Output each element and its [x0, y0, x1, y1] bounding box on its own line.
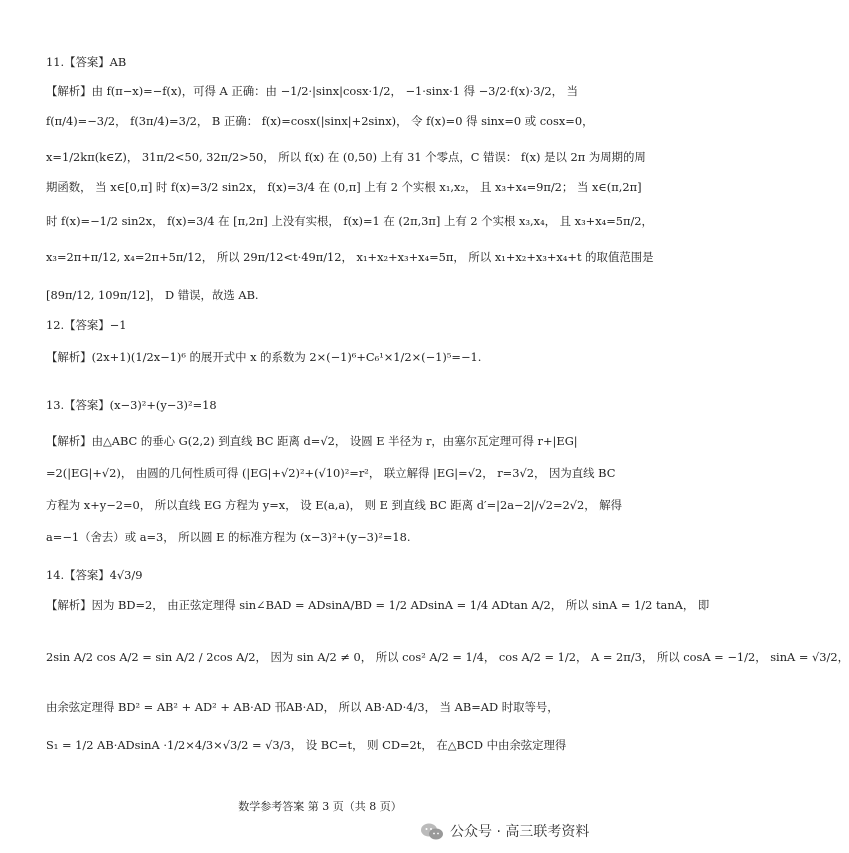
- q11-analysis-line-1: 【解析】由 f(π−x)=−f(x)，可得 A 正确：由 −1/2·|sinx|cosx·1/2， −1·sinx·1 得 −3/2·f(x)·3/2， 当: [46, 84, 579, 98]
- q14-analysis-line-2: 2sin A/2 cos A/2 = sin A/2 / 2cos A/2， 因为 sin A/2 ≠ 0， 所以 cos² A/2 = 1/4， cos A/2 = 1/2， A = 2π/3， 所以 cosA = −1/2， sinA = √3/2，: [46, 650, 849, 664]
- q11-analysis-line-3: x=1/2kπ(k∈Z)， 31π/2<50, 32π/2>50， 所以 f(x) 在 (0,50) 上有 31 个零点，C 错误： f(x) 是以 2π 为周期的周: [46, 150, 646, 164]
- q12-analysis: 【解析】(2x+1)(1/2x−1)⁶ 的展开式中 x 的系数为 2×(−1)⁶+C₆¹×1/2×(−1)⁵=−1.: [46, 350, 482, 364]
- page-footer: 数学参考答案 第 3 页（共 8 页）: [238, 800, 402, 813]
- q11-answer: 11.【答案】AB: [46, 55, 127, 69]
- watermark-text: 公众号 · 高三联考资料: [450, 823, 590, 840]
- q11-analysis-line-4: 期函数， 当 x∈[0,π] 时 f(x)=3/2 sin2x， f(x)=3/4 在 (0,π] 上有 2 个实根 x₁,x₂， 且 x₃+x₄=9π/2； 当 x∈(π,2π]: [46, 180, 642, 194]
- q12-answer: 12.【答案】−1: [46, 318, 127, 332]
- q14-analysis-line-1: 【解析】因为 BD=2， 由正弦定理得 sin∠BAD = ADsinA/BD = 1/2 ADsinA = 1/4 ADtan A/2， 所以 sinA = 1/2 tanA， 即: [46, 598, 710, 612]
- q13-analysis-line-4: a=−1（舍去）或 a=3， 所以圆 E 的标准方程为 (x−3)²+(y−3)²=18.: [46, 530, 411, 544]
- q14-analysis-line-3: 由余弦定理得 BD² = AB² + AD² + AB·AD 邗AB·AD， 所以 AB·AD·4/3， 当 AB=AD 时取等号，: [46, 700, 559, 714]
- q14-answer: 14.【答案】4√3/9: [46, 568, 143, 582]
- q13-analysis-line-1: 【解析】由△ABC 的垂心 G(2,2) 到直线 BC 距离 d=√2， 设圆 E 半径为 r，由塞尔瓦定理可得 r+|EG|: [46, 434, 578, 448]
- q11-analysis-line-7: [89π/12, 109π/12]， D 错误，故选 AB.: [46, 288, 259, 302]
- q11-analysis-line-6: x₃=2π+π/12, x₄=2π+5π/12， 所以 29π/12<t·49π/12， x₁+x₂+x₃+x₄=5π， 所以 x₁+x₂+x₃+x₄+t 的取值范围是: [46, 250, 654, 264]
- q14-analysis-line-4: S₁ = 1/2 AB·ADsinA ·1/2×4/3×√3/2 = √3/3， 设 BC=t， 则 CD=2t， 在△BCD 中由余弦定理得: [46, 738, 567, 752]
- q13-analysis-line-2: =2(|EG|+√2)， 由圆的几何性质可得 (|EG|+√2)²+(√10)²=r²， 联立解得 |EG|=√2， r=3√2， 因为直线 BC: [46, 466, 616, 480]
- q13-answer: 13.【答案】(x−3)²+(y−3)²=18: [46, 398, 217, 412]
- q11-analysis-line-2: f(π/4)=−3/2， f(3π/4)=3/2， B 正确： f(x)=cosx(|sinx|+2sinx)， 令 f(x)=0 得 sinx=0 或 cosx=0，: [46, 114, 594, 128]
- q11-analysis-line-5: 时 f(x)=−1/2 sin2x， f(x)=3/4 在 [π,2π] 上没有实根， f(x)=1 在 (2π,3π] 上有 2 个实根 x₃,x₄， 且 x₃+x₄=5π/2，: [46, 214, 653, 228]
- q13-analysis-line-3: 方程为 x+y−2=0， 所以直线 EG 方程为 y=x， 设 E(a,a)， 则 E 到直线 BC 距离 d′=|2a−2|/√2=2√2， 解得: [46, 498, 623, 512]
- watermark: [420, 818, 630, 846]
- wechat-icon: [420, 822, 444, 842]
